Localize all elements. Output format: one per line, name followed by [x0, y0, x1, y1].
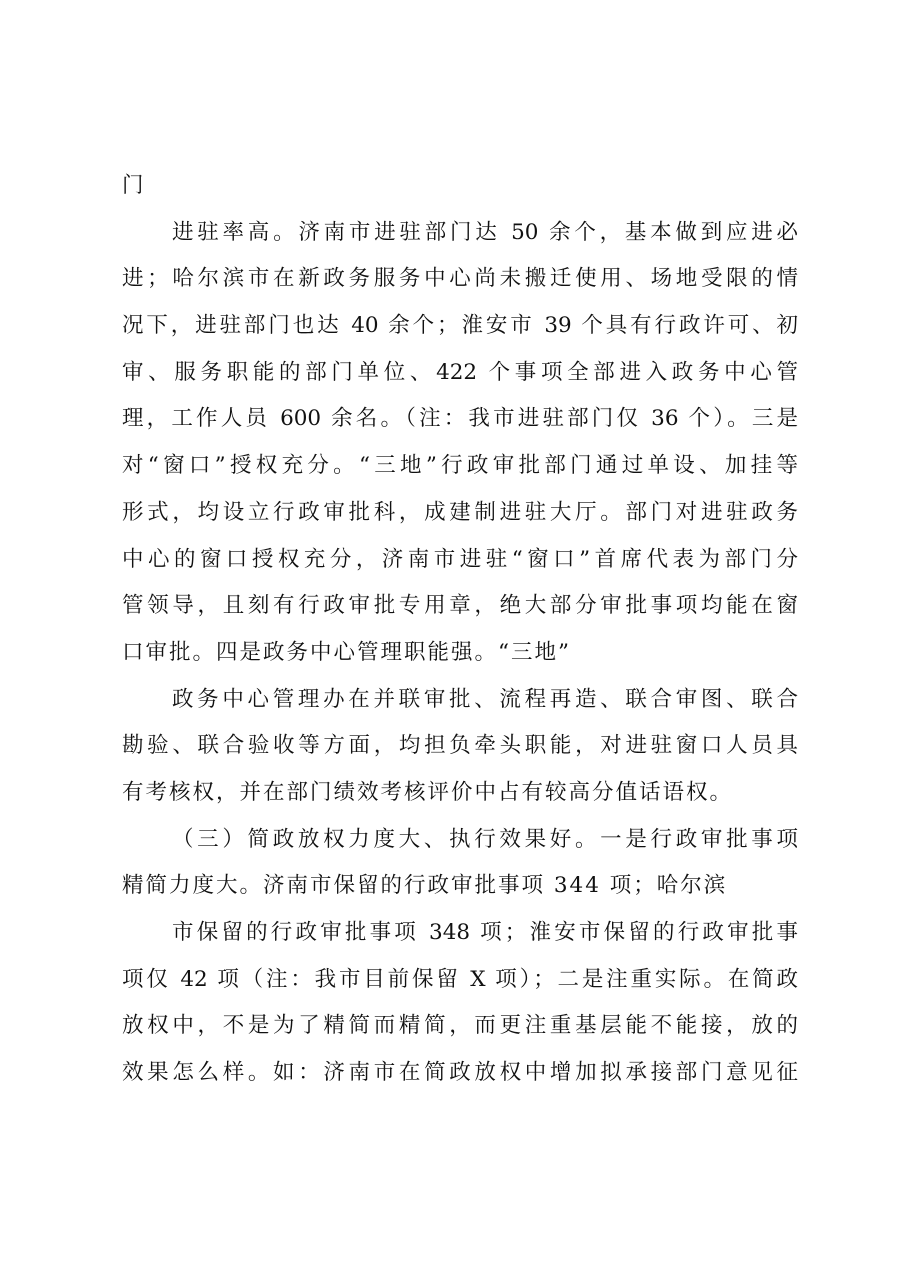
text-line: 进驻率高。济南市进驻部门达 50 余个，基本做到应进必 — [172, 219, 798, 245]
text-line: 门 — [122, 173, 146, 198]
text-line: 进；哈尔滨市在新政务服务中心尚未搬迁使用、场地受限的情 — [122, 266, 798, 292]
document-body — [122, 163, 798, 1097]
text-line: 政务中心管理办在并联审批、流程再造、联合审图、联合 — [172, 686, 798, 712]
text-line: （三）简政放权力度大、执行效果好。一是行政审批事项 — [172, 826, 798, 852]
text-line: 市保留的行政审批事项 348 项；淮安市保留的行政审批事 — [172, 920, 798, 945]
text-line: 对“窗口”授权充分。“三地”行政审批部门通过单设、加挂等 — [122, 453, 798, 479]
text-line: 况下，进驻部门也达 40 余个；淮安市 39 个具有行政许可、初 — [122, 313, 798, 339]
text-line: 形式，均设立行政审批科，成建制进驻大厅。部门对进驻政务 — [122, 499, 798, 525]
text-line: 管领导，且刻有行政审批专用章，绝大部分审批事项均能在窗 — [122, 593, 798, 619]
text-line: 有考核权，并在部门绩效考核评价中占有较高分值话语权。 — [122, 779, 734, 805]
text-line: 审、服务职能的部门单位、422 个事项全部进入政务中心管 — [122, 359, 798, 385]
text-line: 精简力度大。济南市保留的行政审批事项 344 项；哈尔滨 — [122, 873, 728, 899]
text-line: 口审批。四是政务中心管理职能强。“三地” — [122, 639, 571, 665]
text-line: 效果怎么样。如：济南市在简政放权中增加拟承接部门意见征 — [122, 1060, 798, 1086]
text-line: 项仅 42 项（注：我市目前保留 X 项）；二是注重实际。在简政 — [122, 966, 798, 992]
text-line: 勘验、联合验收等方面，均担负牵头职能，对进驻窗口人员具 — [122, 733, 798, 759]
text-line: 中心的窗口授权充分，济南市进驻“窗口”首席代表为部门分 — [122, 546, 798, 572]
text-line: 放权中，不是为了精简而精简，而更注重基层能不能接，放的 — [122, 1013, 798, 1039]
text-line: 理，工作人员 600 余名。（注：我市进驻部门仅 36 个）。三是 — [122, 406, 798, 432]
